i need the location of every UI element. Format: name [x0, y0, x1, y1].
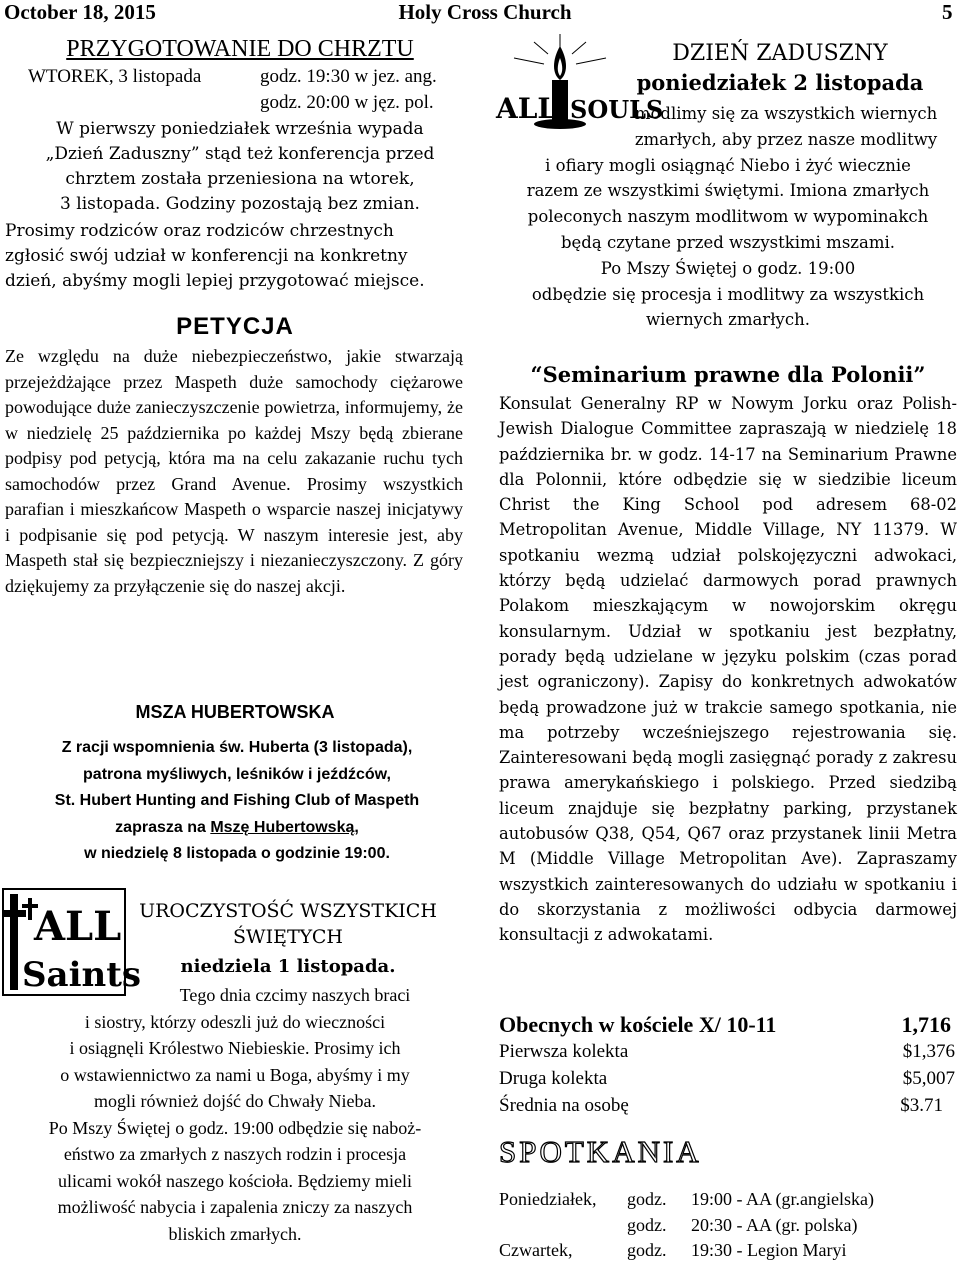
all-saints-logo-text-top: ALL [34, 903, 122, 950]
all-souls-subtitle: poniedziałek 2 listopada [636, 70, 924, 95]
all-saints-line: o wstawiennictwo za nami u Boga, abyśmy i my [60, 1064, 410, 1085]
all-saints-title [118, 898, 458, 950]
seminar-body: Konsulat Generalny RP w Nowym Jorku oraz Polish-Jewish Dialogue Committee zapraszają w niedzielę 18 października br. w godz. 14-17 na Seminarium Prawne dla Polonnii, które odbędzie się w siedzibie liceum Christ the King School pod adresem 68-02 Metropolitan Avenue, Middle Village, NY 11379. W spotkaniu wezmą udział polskojęzyczni adwokaci, którzy będą udzielać darmowych porad prawnych Polakom mieszkającym w nowojorskim okręgu konsularnym. Udział w spotkaniu jest bezpłatny, porady będą udzielane w języku polskim (czas porad jest ograniczony). Zapisy do konkretnych adwokatów będą prowadzone już w trakcie samego spotkania, nie ma potrzeby wcześniejszego rejestrowania się. Zainteresowani będą mogli zasięgnąć porady z zakresu prawa amerykańskiego i polskiego. Przed siedzibą liceum znajduje się bezpłatny parking, przystanek autobusów Q38, Q54, Q67 oraz przystanek linii Metra M (Middle Village Metropolitan Ave). Zapraszamy wszystkich zainteresowanych do udziału w spotkaniu i do skorzystania z możliwości odbycia darmowej konsultacji z adwokatami. [499, 394, 957, 945]
all-saints-body [0, 982, 470, 1247]
baptism-note-line: 3 listopada. Godziny pozostają bez zmian. [60, 194, 420, 214]
all-souls-logo-text-left: ALL [496, 92, 558, 125]
all-saints-line: Tego dnia czcimy naszych braci [179, 985, 411, 1005]
collection-row [499, 1068, 955, 1090]
collection-label: Pierwsza kolekta [499, 1041, 629, 1062]
collection-value: $5,007 [902, 1068, 955, 1089]
meeting-detail: 19:00 - AA (gr.angielska) [691, 1189, 874, 1209]
meeting-day: Poniedziałek, [499, 1189, 597, 1209]
all-saints-line: ulicami wokół naszego kościoła. Będziemy mieli [58, 1170, 412, 1191]
collection-value: $3.71 [900, 1095, 943, 1116]
all-souls-logo-text-right: SOULS [570, 95, 664, 124]
collection-label: Średnia na osobę [499, 1095, 629, 1116]
all-souls-line: poleconych naszym modlitwom w wypominakch [527, 207, 929, 227]
all-souls-line: będą czytane przed wszystkimi mszami. [560, 232, 895, 252]
attendance-row [499, 1012, 955, 1038]
header-date: October 18, 2015 [4, 0, 156, 24]
meetings-list [499, 1187, 959, 1264]
collection-label: Druga kolekta [499, 1068, 608, 1089]
all-saints-line: i osiągnęli Królestwo Niebieskie. Prosimy ich [69, 1038, 401, 1058]
hubert-invite-suffix: , [354, 818, 359, 836]
hubert-invite-prefix: zaprasza na [115, 818, 211, 836]
all-saints-line: mogli również dojść do Chwały Nieba. [94, 1091, 376, 1111]
all-saints-logo-text-bottom: Saints [22, 955, 142, 995]
meeting-row [499, 1187, 959, 1213]
all-souls-line: wiernych zmarłych. [646, 310, 810, 330]
hubert-body [0, 735, 474, 868]
hubert-invite-line [0, 815, 474, 842]
all-souls-line: Po Mszy Świętej o godz. 19:00 [600, 258, 856, 278]
all-saints-line: Po Mszy Świętej o godz. 19:00 odbędzie się naboż- [48, 1117, 422, 1138]
all-saints-line: bliskich zmarłych. [168, 1223, 302, 1244]
baptism-time-english: godz. 19:30 w jez. ang. [260, 66, 437, 87]
meeting-godz: godz. [627, 1214, 667, 1235]
baptism-title: PRZYGOTOWANIE DO CHRZTU [66, 36, 414, 62]
all-souls-line: modlimy się za wszystkich wiernych [634, 104, 938, 123]
petition-body: Ze względu na duże niebezpieczeństwo, jakie stwarzają przejeżdżające przez Maspeth duże samochody ciężarowe powodujące duże zanieczyszczenie powietrza, informujemy, że w niedzielę 25 października po każdej Mszy będą zbierane podpisy pod petycją, która ma na celu zakazanie ruchu tych samochodów przez Grand Avenue. Prosimy wszystkich parafian i mieszkańcow Maspeth o wsparcie naszej inicjatywy i podpisanie się pod petycją. W naszym interesie jest, aby Maspeth stał się bezpieczniejszy i niezanieczyszczony. Z góry dziękujemy za przyłączenie się do naszej akcji. [5, 346, 463, 596]
all-saints-line: możliwość nabycia i zapalenia zniczy za naszych [57, 1197, 413, 1217]
all-souls-line: zmarłych, aby przez nasze modlitwy [634, 129, 938, 149]
collection-value: $1,376 [902, 1041, 955, 1062]
all-souls-line: razem ze wszystkimi świętymi. Imiona zmarłych [526, 181, 930, 201]
baptism-request: Prosimy rodziców oraz rodziców chrzestnych zgłosić swój udział w konferencji na konkretny dzień, abyśmy mogli lepiej przygotować miejsce. [5, 221, 425, 291]
baptism-day: WTOREK, 3 listopada [28, 66, 202, 87]
hubert-line: patrona myśliwych, leśników i jeźdźców, [83, 765, 391, 783]
attendance-value: 1,716 [901, 1012, 951, 1037]
all-saints-date: niedziela 1 listopada. [180, 956, 396, 977]
baptism-note-line: W pierwszy poniedziałek września wypada [56, 119, 424, 139]
hubert-line: Z racji wspomnienia św. Huberta (3 listopada), [61, 739, 413, 756]
all-souls-body [496, 101, 960, 333]
baptism-note-line: chrztem została przeniesiona na wtorek, [65, 169, 415, 189]
hubert-invite-emphasis: Mszę Hubertowską [210, 818, 355, 836]
meeting-row [499, 1213, 959, 1239]
meeting-detail: 20:30 - AA (gr. polska) [691, 1214, 858, 1235]
meeting-detail: 19:30 - Legion Maryi [691, 1240, 847, 1260]
collection-row [499, 1095, 955, 1117]
meeting-day: Czwartek, [499, 1240, 573, 1260]
baptism-note [0, 117, 480, 217]
header-page-number: 5 [942, 0, 953, 24]
collection-row [499, 1041, 955, 1063]
attendance-label: Obecnych w kościele X/ 10-11 [499, 1012, 777, 1037]
all-souls-line: odbędzie się procesja i modlitwy za wszystkich [531, 284, 925, 304]
hubert-line: St. Hubert Hunting and Fishing Club of Maspeth [54, 792, 420, 809]
all-saints-title-line1: UROCZYSTOŚĆ WSZYSTKICH [139, 900, 437, 922]
meeting-godz: godz. [627, 1240, 667, 1260]
baptism-time-polish: godz. 20:00 w jęz. pol. [260, 92, 434, 113]
petition-title: PETYCJA [176, 313, 294, 340]
meeting-godz: godz. [627, 1189, 667, 1209]
all-souls-line: i ofiary mogli osiągnąć Niebo i żyć wiecznie [545, 155, 911, 175]
all-souls-title: DZIEŃ ZADUSZNY [672, 41, 888, 66]
all-saints-line: i siostry, którzy odeszli już do wieczności [84, 1011, 386, 1032]
hubert-title: MSZA HUBERTOWSKA [135, 702, 335, 722]
meeting-row [499, 1238, 959, 1264]
seminar-title: “Seminarium prawne dla Polonii” [530, 362, 926, 387]
hubert-line: w niedzielę 8 listopada o godzinie 19:00. [84, 845, 390, 862]
header-church: Holy Cross Church [398, 0, 572, 24]
all-saints-title-line2: ŚWIĘTYCH [233, 926, 343, 948]
all-saints-line: eństwo za zmarłych z naszych rodzin i procesja [63, 1144, 407, 1164]
meetings-title: SPOTKANIA [499, 1134, 702, 1169]
baptism-note-line: „Dzień Zaduszny” stąd też konferencja przed [45, 144, 435, 164]
